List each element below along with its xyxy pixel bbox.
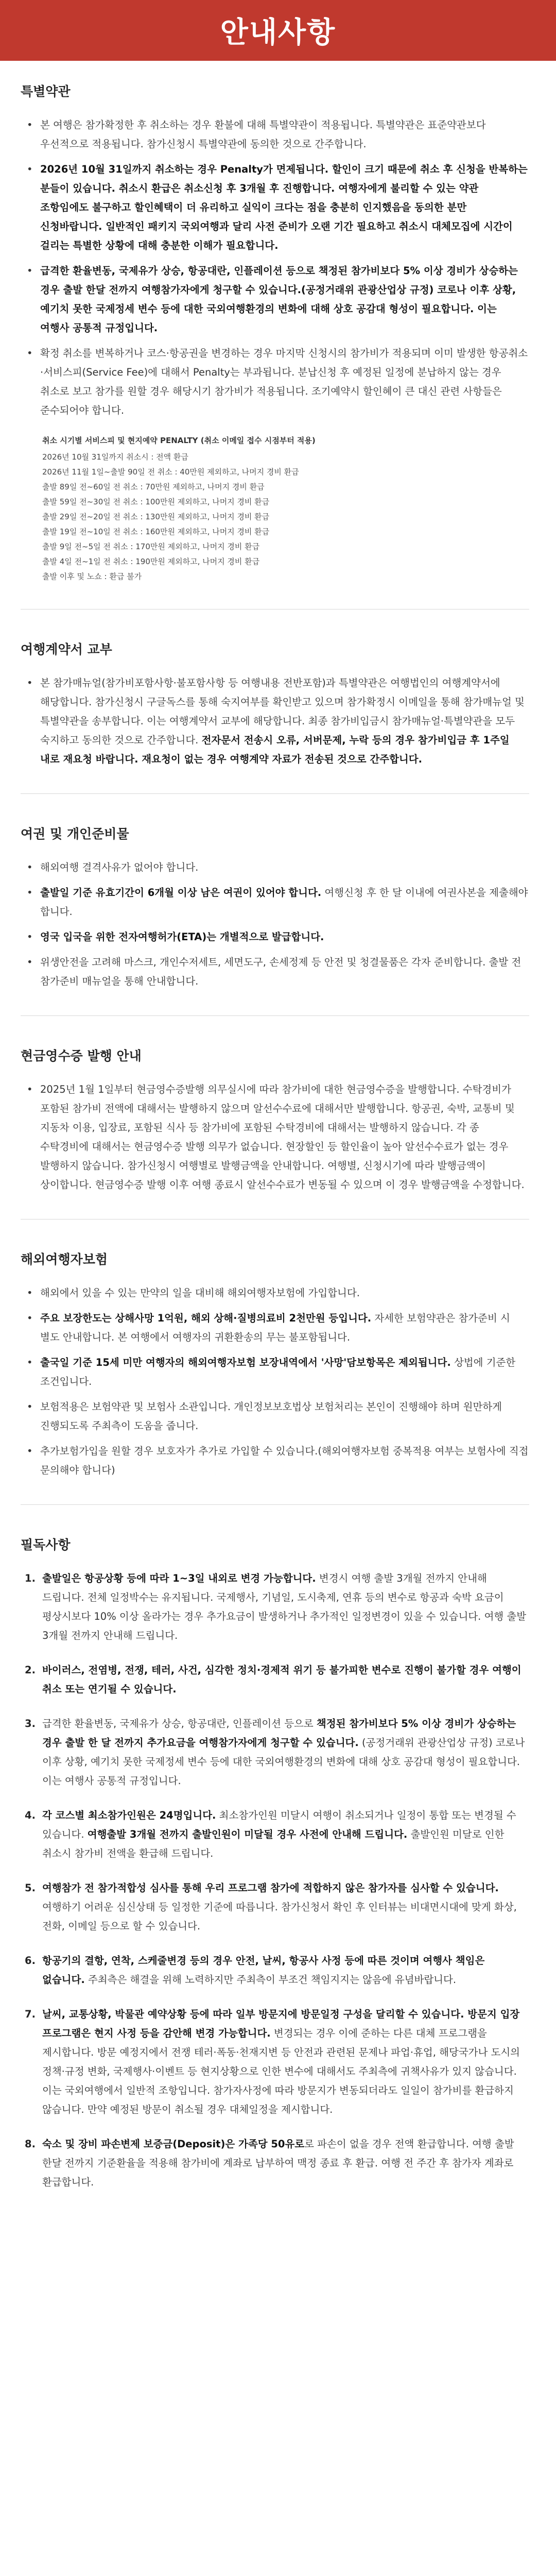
section-title-special-terms: 특별약관 (21, 84, 71, 99)
item-number: 3. (25, 1718, 36, 1730)
penalty-row: 출발 19일 전~10일 전 취소 : 160만원 제외하고, 나머지 경비 환급 (42, 527, 270, 536)
list-item (21, 953, 529, 991)
penalty-title: 취소 시기별 서비스피 및 현지예약 PENALTY (취소 이메일 접수 시점부터 적용) (42, 436, 316, 445)
divider (21, 1504, 529, 1505)
numbered-item (21, 1878, 529, 1936)
notice-content (0, 81, 556, 2192)
section-title-receipt: 현금영수증 발행 안내 (21, 1048, 142, 1063)
bold-text: 숙소 및 장비 파손변제 보증금(Deposit)은 가족당 50유로 (42, 2138, 305, 2150)
list-item (21, 1283, 529, 1302)
header-banner (0, 0, 556, 61)
penalty-row: 2026년 10월 31일까지 취소시 : 전액 환급 (42, 452, 188, 462)
item-number: 6. (25, 1955, 36, 1967)
body-text: 최소참가인원 미달시 여행이 취소되거나 일정이 통합 또는 변경될 수 있습니다. (42, 1809, 516, 1840)
passport-list (21, 858, 529, 991)
list-item (21, 927, 529, 946)
penalty-table (42, 433, 529, 584)
list-item (21, 1353, 529, 1391)
body-text: 추가보험가입을 원할 경우 보호자가 추가로 가입할 수 있습니다.(해외여행자보험 중복적용 여부는 보험사에 직접 문의해야 합니다) (40, 1445, 529, 1476)
item-number: 7. (25, 2008, 36, 2020)
bold-text: 전자문서 전송시 오류, 서버문제, 누락 등의 경우 참가비입금 후 1주일 내로 재요청 바랍니다. 재요청이 없는 경우 여행계약 자료가 전송된 것으로 간주합니다. (40, 734, 510, 765)
bold-text: 출국일 기준 15세 미만 여행자의 해외여행자보험 보장내역에서 '사망'담보항목은 제외됩니다. (40, 1357, 451, 1368)
bold-text: 날씨, 교통상황, 박물관 예약상황 등에 따라 일부 방문지에 방문일정 구성을 달리할 수 있습니다. 방문지 입장 프로그램은 현지 사정 등을 감안해 변경 가능합니다. (42, 2008, 520, 2039)
list-item (21, 858, 529, 877)
divider (21, 793, 529, 794)
penalty-row: 출발 29일 전~20일 전 취소 : 130만원 제외하고, 나머지 경비 환급 (42, 512, 270, 521)
penalty-row: 출발 9일 전~5일 전 취소 : 170만원 제외하고, 나머지 경비 환급 (42, 542, 260, 551)
bold-text: 출발일 기준 유효기간이 6개월 이상 남은 여권이 있어야 합니다. (40, 887, 322, 899)
numbered-item (21, 1951, 529, 1989)
body-text: (공정거래위 관광산업상 규정) 코로나 이후 상황, 예기치 못한 국제정세 변수 등에 대한 국외여행환경의 변화에 대해 상호 공감대 형성이 필요합니다. 이는 여행사 공통적 규정입니다. (42, 1737, 525, 1787)
section-title-passport: 여권 및 개인준비물 (21, 826, 129, 841)
list-item (21, 673, 529, 769)
receipt-list (21, 1080, 529, 1194)
body-text: 위생안전을 고려해 마스크, 개인수저세트, 세면도구, 손세정제 등 안전 및 청결물품은 각자 준비합니다. 출발 전 참가준비 매뉴얼을 통해 안내합니다. (40, 956, 522, 987)
penalty-row: 출발 89일 전~60일 전 취소 : 70만원 제외하고, 나머지 경비 환급 (42, 482, 265, 492)
must-read-list (21, 1569, 529, 2192)
divider (21, 1015, 529, 1016)
numbered-item (21, 1714, 529, 1790)
bold-text: 항공기의 결항, 연착, 스케줄변경 등의 경우 안전, 날씨, 항공사 사정 등에 따른 것이며 여행사 책임은 없습니다. (42, 1955, 485, 1986)
list-item (21, 344, 529, 420)
body-text: 상법에 기준한 조건입니다. (40, 1357, 516, 1387)
body-text: 변경시 여행 출발 3개월 전까지 안내해 드립니다. 전체 일정박수는 유지됩니다. 국제행사, 기념일, 도시축제, 연휴 등의 변수로 항공과 숙박 요금이 평상시보다 10% 이상 올라가는 경우 추가요금이 발생하거나 추가적인 일정변경이 있을 수 있습니다. 여행 출발 3개월 전까지 안내해 드립니다. (42, 1572, 527, 1641)
bold-text: 책정된 참가비보다 5% 이상 경비가 상승하는 경우 출발 한 달 전까지 추가요금을 여행참가자에게 청구할 수 있습니다. (42, 1718, 516, 1749)
body-text: 출발인원 미달로 인한 취소시 참가비 전액을 환급해 드립니다. (42, 1828, 505, 1859)
body-text: 2025년 1월 1일부터 현금영수증발행 의무실시에 따라 참가비에 대한 현금영수증을 발행합니다. 수탁경비가 포함된 참가비 전액에 대해서는 발행하지 않으며 알선수수료에 대해서만 발행합니다. 항공권, 숙박, 교통비 및 지동차 이용, 입장료, 포함된 식사 등 참가비에 포함된 수탁경비에 대해서는 발행하지 않습니다. 각 종 수탁경비에 대해서는 현금영수증 발행 의무가 없습니다. 현장할인 등 할인율이 높아 알선수수료가 없는 경우 발행하지 않습니다. 참가신청시 여행별로 발행금액을 안내합니다. 여행별, 신청시기에 따라 발행금액이 상이합니다. 현금영수증 발행 이후 여행 종료시 알선수수료가 변동될 수 있으며 이 경우 발행금액을 수정합니다. (40, 1083, 525, 1191)
numbered-item (21, 2005, 529, 2119)
item-number: 5. (25, 1882, 36, 1894)
body-text: 자세한 보험약관은 참가준비 시 별도 안내합니다. 본 여행에서 여행자의 귀환환송의 무는 불포함됩니다. (40, 1312, 510, 1343)
penalty-rows (42, 450, 529, 584)
list-item (21, 261, 529, 337)
contract-list (21, 673, 529, 769)
item-number: 8. (25, 2138, 36, 2150)
item-number: 4. (25, 1809, 36, 1821)
list-item (21, 1397, 529, 1435)
bold-text: 바이러스, 전염병, 전쟁, 테러, 사건, 심각한 정치·경제적 위기 등 불가피한 변수로 진행이 불가할 경우 여행이 취소 또는 연기될 수 있습니다. (42, 1664, 522, 1695)
body-text: 주최측은 해결을 위해 노력하지만 주최측이 부조건 책임지지는 않음에 유념바랍니다. (84, 1974, 457, 1986)
penalty-row: 출발 4일 전~1일 전 취소 : 190만원 제외하고, 나머지 경비 환급 (42, 557, 260, 566)
bold-text: 급격한 환율변동, 국제유가 상승, 항공대란, 인플레이션 등으로 책정된 참가비보다 5% 이상 경비가 상승하는 경우 출발 한달 전까지 여행참가자에게 청구할 수 있습니다.(공정거래위 관광산업상 규정) 코로나 이후 상황, 예기치 못한 국제정세 변수 등에 대한 국외여행환경의 변화에 대해 상호 공감대 형성이 필요합니다. 이는 여행사 공통적 규정입니다. (40, 265, 518, 334)
body-text: 로 파손이 없을 경우 전액 환급합니다. 여행 출발 한달 전까지 기준환율을 적용해 참가비에 계좌로 납부하여 맥정 종료 후 환급. 여행 전 주간 후 참가자 계좌로 환급합니다. (42, 2138, 514, 2188)
bold-text: 2026년 10월 31일까지 취소하는 경우 Penalty가 면제됩니다. 할인이 크기 때문에 취소 후 신청을 반복하는 분들이 있습니다. 취소시 환급은 취소신청 후 3개월 후 진행합니다. 여행자에게 불리할 수 있는 약관 조항임에도 불구하고 할인혜택이 더 유리하고 실익이 크다는 점을 충분히 인지했음을 동의한 분만 신청바랍니다. 일반적인 패키지 국외여행과 달리 사전 준비가 오랜 기간 필요하고 취소시 대체모집에 시간이 걸리는 특별한 상황에 대해 충분한 이해가 필요합니다. (40, 163, 528, 251)
body-text: 급격한 환율변동, 국제유가 상승, 항공대란, 인플레이션 등으로 (42, 1718, 317, 1730)
section-title-insurance: 해외여행자보험 (21, 1252, 108, 1267)
special-terms-list (21, 115, 529, 420)
bold-text: 여행출발 3개월 전까지 출발인원이 미달될 경우 사전에 안내해 드립니다. (87, 1828, 408, 1840)
penalty-row: 2026년 11월 1일~출발 90일 전 취소 : 40만원 제외하고, 나머지 경비 환급 (42, 467, 299, 477)
penalty-row: 출발 59일 전~30일 전 취소 : 100만원 제외하고, 나머지 경비 환급 (42, 497, 270, 506)
bold-text: 각 코스별 최소참가인원은 24명입니다. (42, 1809, 216, 1821)
item-number: 1. (25, 1572, 36, 1584)
list-item (21, 883, 529, 921)
list-item (21, 1080, 529, 1194)
section-title-contract: 여행계약서 교부 (21, 642, 112, 657)
body-text: 변경되는 경우 이에 준하는 다른 대체 프로그램을 제시합니다. 방문 예정지에서 전쟁 테러·폭동·천재지변 등 안전과 관련된 문제나 파업·휴업, 해당국가나 도시의 정책·규정 변화, 국제행사·이벤트 등 현지상황으로 인한 변수에 대해서도 주최측에 귀책사유가 있지 않습니다. 이는 국외여행에서 일반적 조항입니다. 참가자사정에 따라 방문지가 변동되더라도 일일이 참가비를 환급하지 않습니다. 만약 예정된 방문이 취소될 경우 대체일정을 제시합니다. (42, 2027, 520, 2115)
bold-text: 여행참가 전 참가적합성 심사를 통해 우리 프로그램 참가에 적합하지 않은 참가자를 심사할 수 있습니다. (42, 1882, 499, 1894)
list-item (21, 1309, 529, 1347)
page-title: 안내사항 (220, 16, 336, 49)
section-title-must-read: 필독사항 (21, 1537, 71, 1552)
body-text: 해외에서 있을 수 있는 만약의 일을 대비해 해외여행자보험에 가입합니다. (40, 1287, 360, 1299)
numbered-item (21, 2134, 529, 2192)
body-text: 여행신청 후 한 달 이내에 여권사본을 제출해야 합니다. (40, 887, 528, 918)
penalty-row: 출발 이후 및 노쇼 : 환급 불가 (42, 572, 142, 581)
list-item (21, 115, 529, 154)
item-number: 2. (25, 1664, 36, 1676)
body-text: 해외여행 결격사유가 없어야 합니다. (40, 861, 199, 873)
body-text: 여행하기 어려운 심신상태 등 일정한 기준에 따릅니다. 참가신청서 확인 후 인터뷰는 비대면시대에 맞게 화상, 전화, 이메일 등으로 할 수 있습니다. (42, 1901, 517, 1932)
insurance-list (21, 1283, 529, 1480)
body-text: 본 여행은 참가확정한 후 취소하는 경우 환불에 대해 특별약관이 적용됩니다. 특별약관은 표준약관보다 우선적으로 적용됩니다. 참가신청시 특별약관에 동의한 것으로 간주합니다. (40, 119, 486, 150)
body-text: 확정 취소를 변복하거나 코스·항공권을 변경하는 경우 마지막 신청시의 참가비가 적용되며 이미 발생한 항공취소·서비스피(Service Fee)에 대해서 Penalty는 부과됩니다. 분납신청 후 예정된 일정에 분납하지 않는 경우 취소로 보고 참가를 원할 경우 해당시기 참가비가 적용됩니다. 조기예약시 할인혜이 큰 대신 관련 사항들은 준수되어야 합니다. (40, 347, 528, 416)
body-text: 보험적용은 보험약관 및 보험사 소관입니다. 개인정보보호법상 보험처리는 본인이 진행해야 하며 원만하게 진행되도록 주최측이 도움을 줍니다. (40, 1401, 502, 1432)
numbered-item (21, 1660, 529, 1699)
numbered-item (21, 1806, 529, 1863)
bold-text: 출발일은 항공상황 등에 따라 1~3일 내외로 변경 가능합니다. (42, 1572, 316, 1584)
list-item (21, 160, 529, 255)
bold-text: 영국 입국을 위한 전자여행허가(ETA)는 개별적으로 발급합니다. (40, 931, 324, 943)
body-text: 본 참가매뉴얼(참가비포함사항·불포함사항 등 여행내용 전반포함)과 특별약관은 여행법인의 여행계약서에 해당합니다. 참가신청시 구글독스를 통해 숙지여부를 확인받고 있으며 참가확정시 이메일을 통해 참가매뉴얼 및 특별약관을 송부합니다. 이는 여행계약서 교부에 해당합니다. 최종 참가비입금시 참가매뉴얼·특별약관을 모두 숙지하고 동의한 것으로 간주합니다. (40, 677, 525, 746)
list-item (21, 1442, 529, 1480)
numbered-item (21, 1569, 529, 1645)
bold-text: 주요 보장한도는 상해사망 1억원, 해외 상해·질병의료비 2천만원 등입니다. (40, 1312, 372, 1324)
